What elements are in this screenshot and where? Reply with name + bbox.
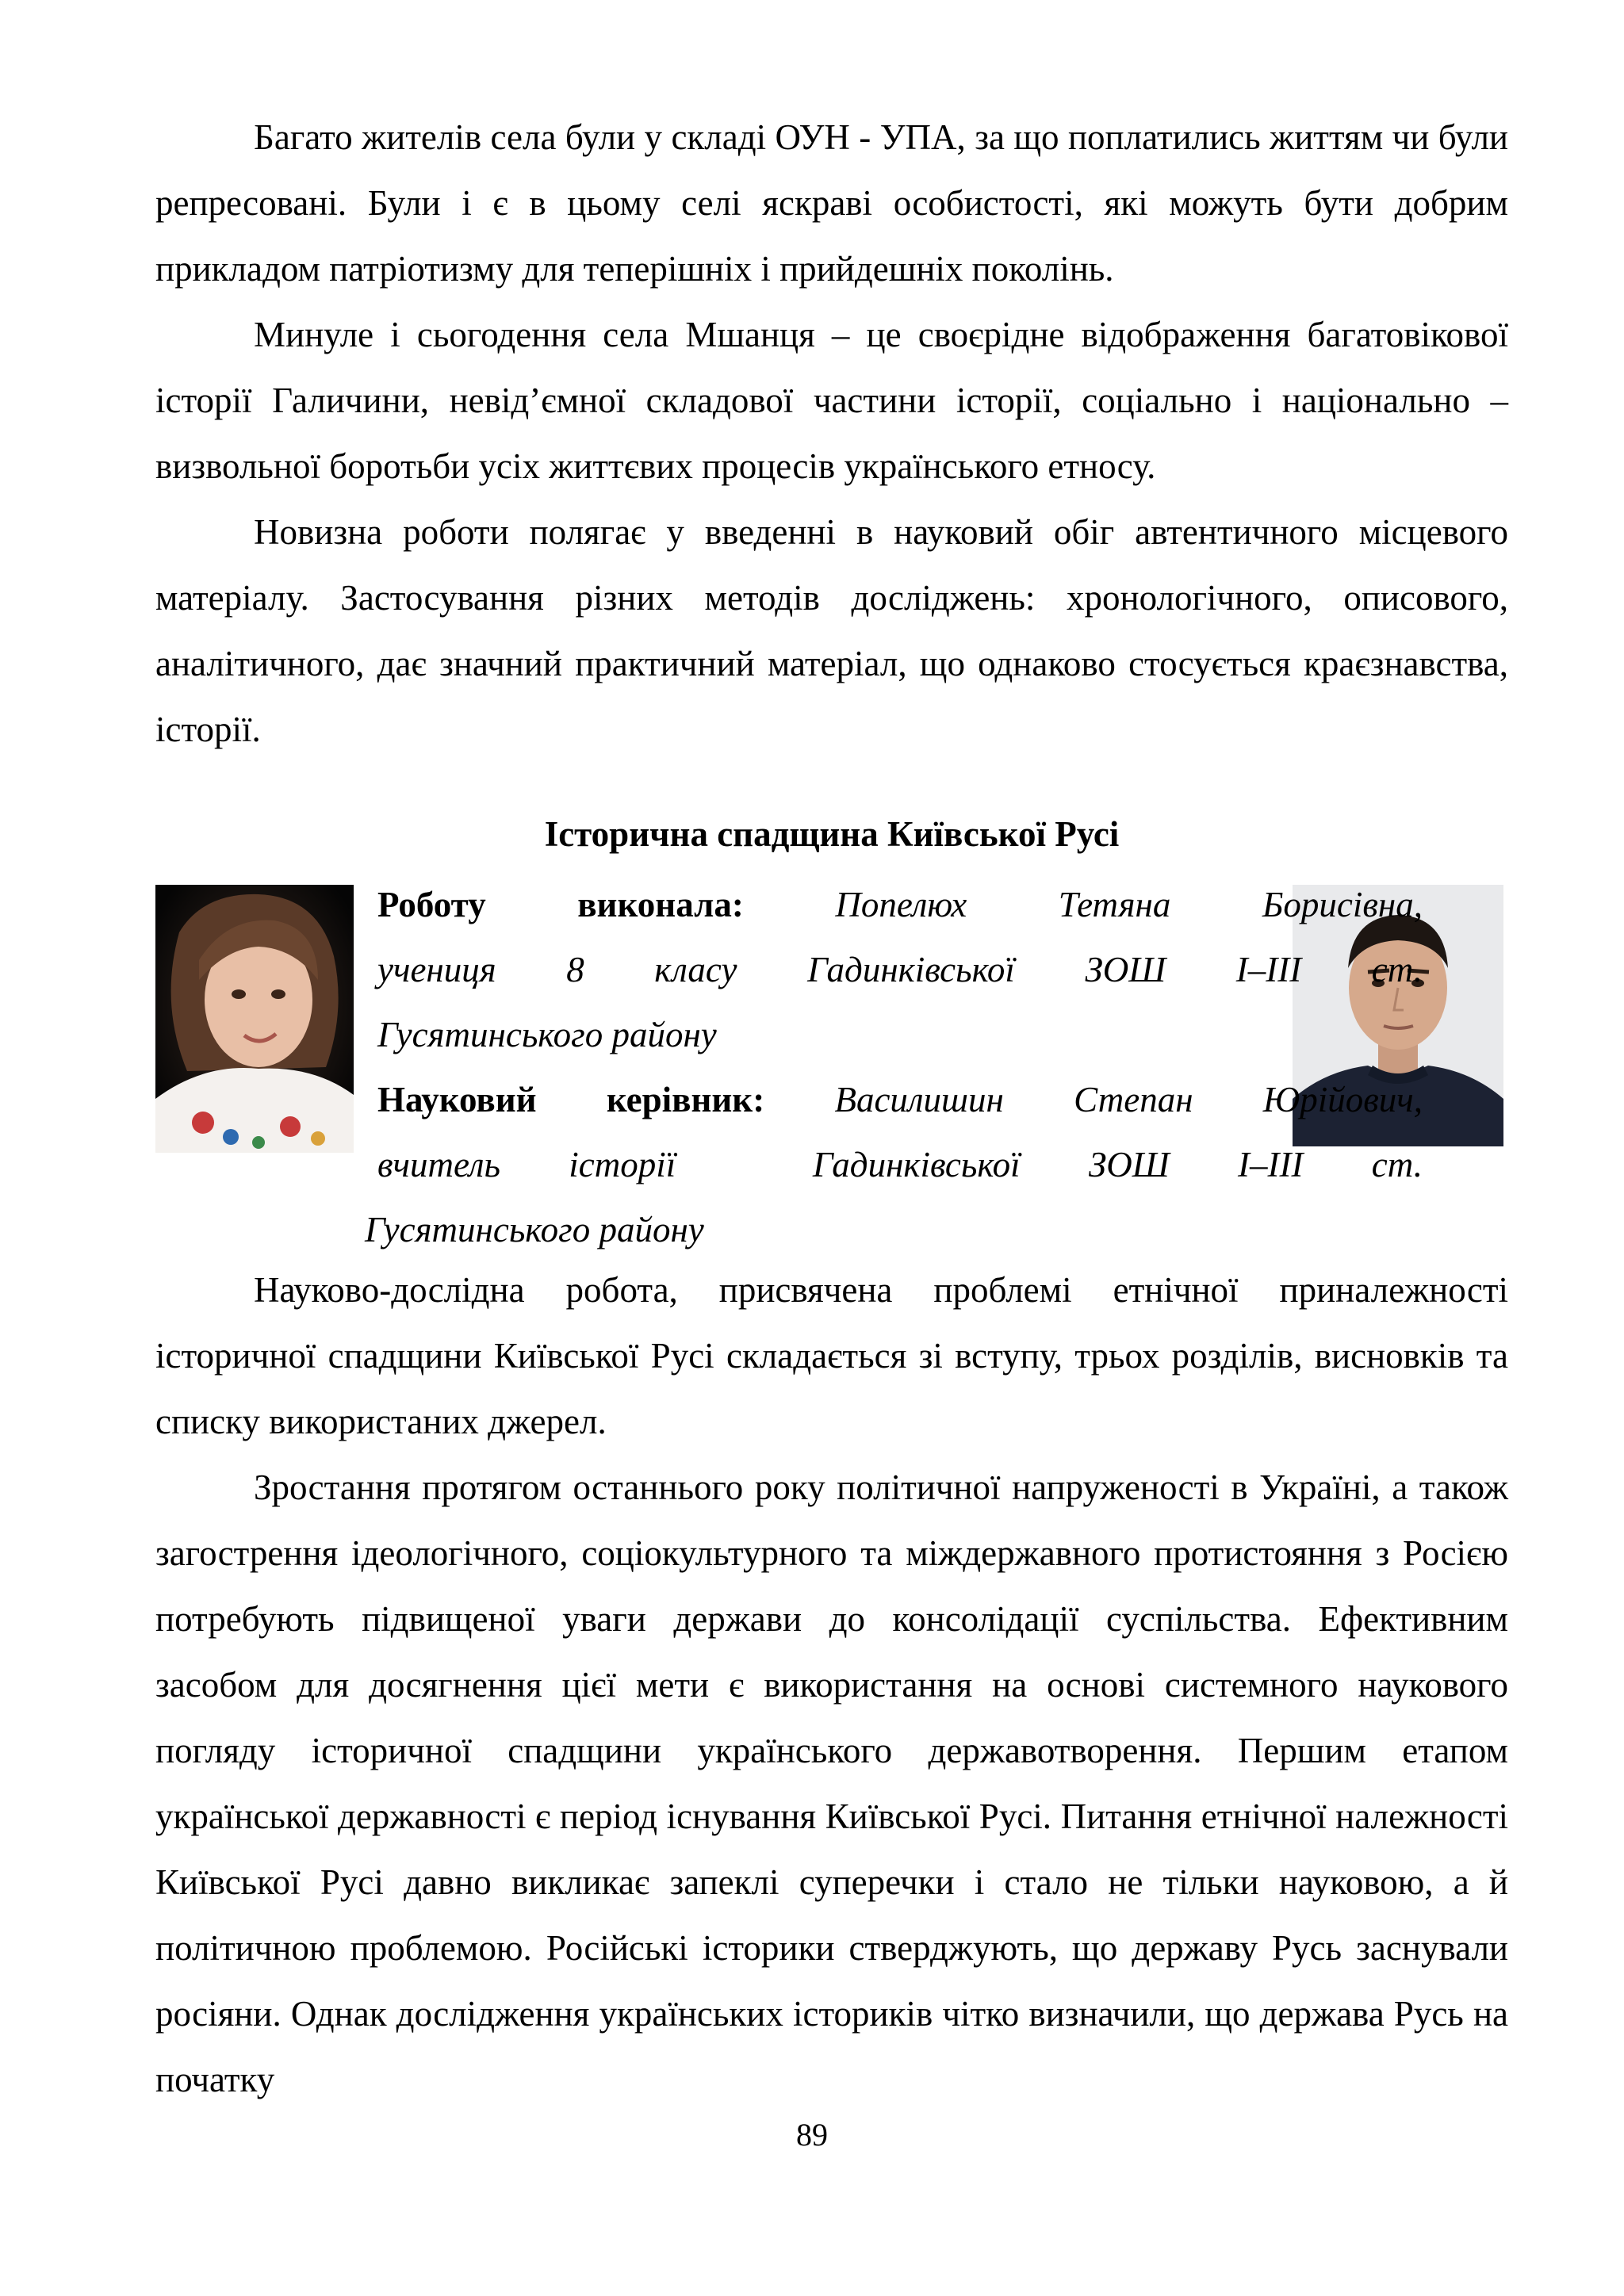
body-paragraph-1: Науково-дослідна робота, присвячена проблемі етнічної приналежності історичної спадщини Київської Русі складається зі вступу, трьох розділів, висновків та списку використаних джерел.: [155, 1270, 1508, 1441]
student-photo: [155, 885, 354, 1153]
supervisor-label: Науковий керівник:: [377, 1080, 765, 1119]
author-line-2: учениця 8 класу Гадинківської ЗОШ І–ІІІ ст.: [377, 950, 1423, 989]
author-line-3: Гусятинського району: [377, 1015, 717, 1054]
intro-paragraph-2: Минуле і сьогодення села Мшанця – це своєрідне відображення багатовікової історії Галичини, невід’ємної складової частини історії, соціально і національно – визвольної боротьби усіх життєвих процесів українського етносу.: [155, 315, 1508, 486]
body-paragraph-2: Зростання протягом останнього року політичної напруженості в Україні, а також загострення ідеологічного, соціокультурного та міждержавного протистояння з Росією потребують підвищеної уваги держави до консолідації суспільства. Ефективним засобом для досягнення цієї мети є використання на основі системного наукового погляду історичної спадщини українського державотворення. Першим етапом української державності є період існування Київської Русі. Питання етнічної належності Київської Русі давно викликає запеклі суперечки і стало не тільки науковою, а й політичною проблемою. Російські історики стверджують, що державу Русь заснували росіяни. Однак дослідження українських істориків чітко визначили, що держава Русь на початку: [155, 1468, 1508, 2099]
supervisor-line-3: Гусятинського району: [365, 1210, 704, 1249]
intro-paragraph-1: Багато жителів села були у складі ОУН - УПА, за що поплатились життям чи були репресовані. Були і є в цьому селі яскраві особистості, які можуть бути добрим прикладом патріотизму для теперішніх і прийдешніх поколінь.: [155, 117, 1508, 289]
section-title: Історична спадщина Київської Русі: [544, 814, 1120, 854]
authors-text: [365, 872, 1423, 1262]
author-line-1: [377, 872, 1423, 937]
page-number: 89: [796, 2117, 828, 2152]
authors-block: [155, 872, 1508, 1257]
document-page: [155, 105, 1508, 2113]
author-label: Роботу виконала:: [377, 885, 744, 924]
intro-paragraph-3: Новизна роботи полягає у введенні в науковий обіг автентичного місцевого матеріалу. Застосування різних методів досліджень: хронологічного, описового, аналітичного, дає значний практичний матеріал, що однаково стосується краєзнавства, історії.: [155, 512, 1508, 749]
author-name: Попелюх Тетяна Борисівна,: [835, 885, 1423, 924]
supervisor-name: Василишин Степан Юрійович,: [834, 1080, 1423, 1119]
student-portrait-image: [155, 885, 354, 1153]
supervisor-line-2: вчитель історії Гадинківської ЗОШ І–ІІІ ст.: [377, 1145, 1423, 1184]
supervisor-line-1: [377, 1067, 1423, 1132]
